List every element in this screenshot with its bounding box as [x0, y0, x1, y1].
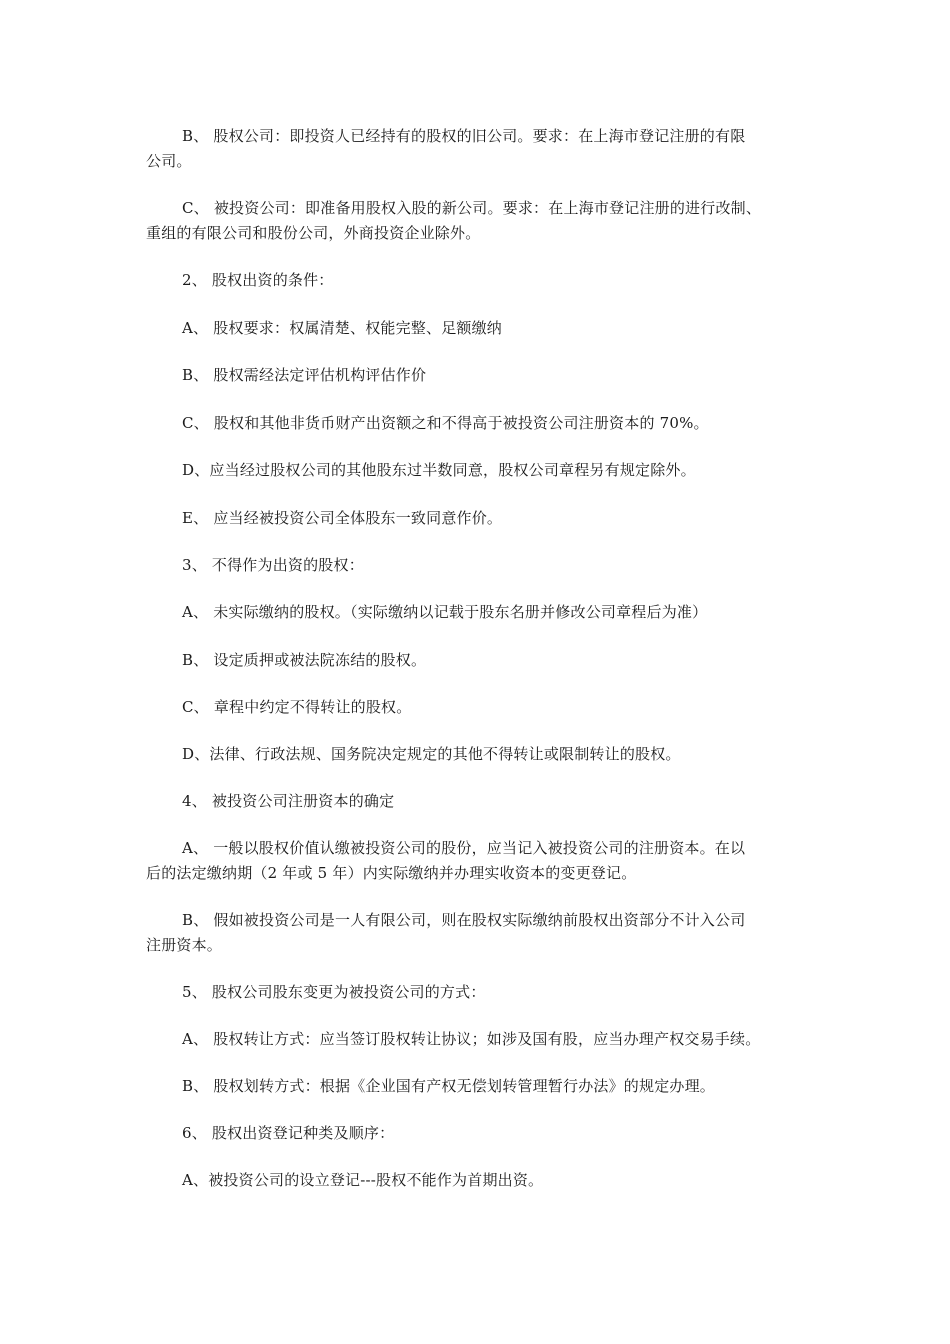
- text-line: 4、 被投资公司注册资本的确定: [182, 792, 395, 810]
- list-item: [146, 648, 818, 673]
- text-line: C、 被投资公司：即准备用股权入股的新公司。要求：在上海市登记注册的进行改制、: [182, 199, 762, 217]
- text-line: B、 设定质押或被法院冻结的股权。: [182, 651, 427, 669]
- section-heading-3: [146, 553, 818, 578]
- text-line: 5、 股权公司股东变更为被投资公司的方式：: [182, 983, 486, 1001]
- text-line: 公司。: [146, 152, 192, 170]
- text-line: A、 股权要求：权属清楚、权能完整、足额缴纳: [182, 319, 503, 337]
- paragraph-b-equity-company: [146, 124, 818, 174]
- text-line: B、 股权需经法定评估机构评估作价: [182, 366, 427, 384]
- list-item: [146, 742, 818, 767]
- paragraph-a-registered-capital: [146, 836, 818, 886]
- list-item: [146, 506, 818, 531]
- text-line: B、 假如被投资公司是一人有限公司，则在股权实际缴纳前股权出资部分不计入公司: [182, 911, 746, 929]
- text-line: D、应当经过股权公司的其他股东过半数同意，股权公司章程另有规定除外。: [182, 461, 696, 479]
- paragraph-b-one-person-company: [146, 908, 818, 958]
- list-item: [146, 600, 818, 625]
- text-line: A、 股权转让方式：应当签订股权转让协议；如涉及国有股，应当办理产权交易手续。: [182, 1030, 761, 1048]
- text-line: A、 未实际缴纳的股权。（实际缴纳以记载于股东名册并修改公司章程后为准）: [182, 603, 708, 621]
- paragraph-c-invested-company: [146, 196, 818, 246]
- text-line: 3、 不得作为出资的股权：: [182, 556, 364, 574]
- text-line: 2、 股权出资的条件：: [182, 271, 334, 289]
- section-heading-5: [146, 980, 818, 1005]
- list-item: [146, 411, 818, 436]
- text-line: 重组的有限公司和股份公司，外商投资企业除外。: [146, 224, 481, 242]
- text-line: C、 章程中约定不得转让的股权。: [182, 698, 412, 716]
- text-line: C、 股权和其他非货币财产出资额之和不得高于被投资公司注册资本的 70%。: [182, 414, 709, 432]
- list-item: [146, 363, 818, 388]
- list-item: [146, 695, 818, 720]
- text-line: 后的法定缴纳期（2 年或 5 年）内实际缴纳并办理实收资本的变更登记。: [146, 864, 637, 882]
- text-line: A、被投资公司的设立登记---股权不能作为首期出资。: [182, 1171, 544, 1189]
- list-item: [146, 1074, 818, 1099]
- text-line: 注册资本。: [146, 936, 223, 954]
- text-line: B、 股权划转方式：根据《企业国有产权无偿划转管理暂行办法》的规定办理。: [182, 1077, 715, 1095]
- list-item: [146, 1168, 818, 1193]
- text-line: 6、 股权出资登记种类及顺序：: [182, 1124, 395, 1142]
- list-item: [146, 1027, 818, 1052]
- text-line: A、 一般以股权价值认缴被投资公司的股份，应当记入被投资公司的注册资本。在以: [182, 839, 746, 857]
- section-heading-6: [146, 1121, 818, 1146]
- section-heading-2: [146, 268, 818, 293]
- list-item: [146, 316, 818, 341]
- list-item: [146, 458, 818, 483]
- text-line: B、 股权公司：即投资人已经持有的股权的旧公司。要求：在上海市登记注册的有限: [182, 127, 746, 145]
- text-line: D、法律、行政法规、国务院决定规定的其他不得转让或限制转让的股权。: [182, 745, 681, 763]
- text-line: E、 应当经被投资公司全体股东一致同意作价。: [182, 509, 503, 527]
- section-heading-4: [146, 789, 818, 814]
